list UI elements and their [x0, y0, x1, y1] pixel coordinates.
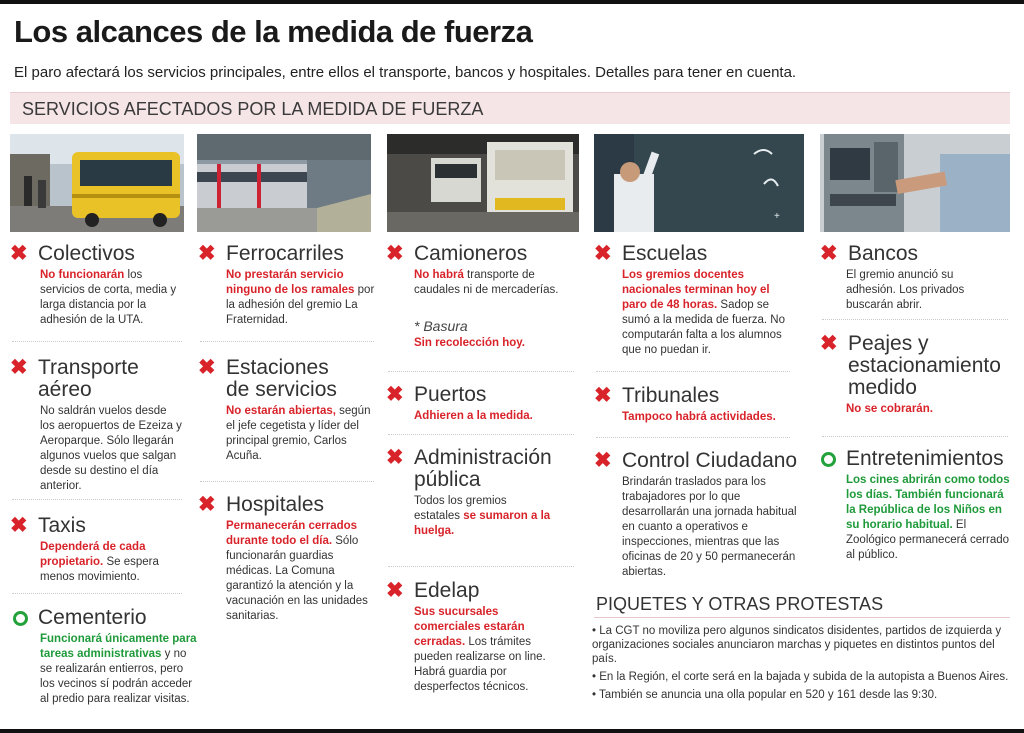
piquetes-bullet: • En la Región, el corte será en la bajada y subida de la autopista a Buenos Aires.	[592, 671, 1009, 683]
x-icon: ✖	[386, 579, 404, 602]
item-body: Se espera menos movimiento.	[40, 556, 159, 583]
item-highlight: Los cines abrirán como todos los días. También funcionará la República de los Niños en su horario habitual.	[846, 474, 1010, 531]
item-title: Bancos	[848, 242, 919, 265]
item-highlight: Dependerá de cada propietario.	[40, 541, 146, 568]
divider	[822, 319, 1008, 320]
item-entretenimientos	[818, 448, 1014, 563]
item-peajes	[820, 333, 1015, 417]
divider	[200, 481, 374, 482]
item-control-ciudadano	[594, 450, 810, 580]
item-title: Camioneros	[414, 242, 528, 265]
divider	[388, 434, 574, 435]
item-title: Colectivos	[38, 242, 135, 265]
divider	[596, 437, 790, 438]
item-body: Todos los gremios estatales	[414, 495, 507, 522]
x-icon: ✖	[198, 242, 216, 265]
divider	[200, 341, 374, 342]
item-title: Entretenimientos	[846, 447, 1004, 470]
item-title: Cementerio	[38, 606, 147, 629]
item-highlight: No habrá	[414, 269, 464, 281]
item-body: por la adhesión del gremio La Fraternidad.	[226, 284, 375, 326]
item-cementerio	[10, 607, 200, 707]
item-puertos	[386, 384, 576, 424]
divider	[388, 566, 574, 567]
item-title: Ferrocarriles	[226, 242, 344, 265]
page-subtitle: El paro afectará los servicios principales, entre ellos el transporte, bancos y hospitales. Detalles para tener en cuenta.	[14, 64, 797, 81]
x-icon: ✖	[820, 332, 838, 355]
item-transporte-aereo	[10, 357, 182, 494]
item-title-line3: medido	[848, 376, 917, 399]
item-title-line2: aéreo	[38, 378, 92, 401]
item-administracion	[386, 447, 586, 539]
x-icon: ✖	[386, 242, 404, 265]
item-title-line1: Peajes y	[848, 332, 929, 355]
x-icon: ✖	[594, 449, 612, 472]
x-icon: ✖	[820, 242, 838, 265]
item-colectivos	[10, 243, 182, 328]
item-highlight: No funcionarán	[40, 269, 125, 281]
item-highlight: No prestarán servicio ninguno de los ramales	[226, 269, 355, 296]
item-highlight: Tampoco habrá actividades.	[622, 411, 776, 423]
check-circle-icon	[821, 452, 836, 467]
item-taxis	[10, 515, 182, 585]
x-icon: ✖	[10, 356, 28, 379]
divider	[594, 617, 1010, 618]
item-hospitales	[198, 494, 376, 624]
bottom-rule	[0, 729, 1024, 733]
x-icon: ✖	[386, 383, 404, 406]
check-circle-icon	[13, 611, 28, 626]
item-highlight: Sin recolección hoy.	[414, 337, 525, 349]
item-body: y no se realizarán entierros, pero los vecinos sí podrán acceder al predio para realizar visitas.	[40, 648, 193, 705]
piquetes-bullet: • También se anuncia una olla popular en 520 y 161 desde las 9:30.	[592, 689, 938, 701]
item-highlight: Sus sucursales comerciales estarán cerradas.	[414, 606, 525, 648]
item-estaciones	[198, 357, 376, 464]
train-photo	[197, 134, 371, 232]
atm-photo	[820, 134, 1010, 232]
item-body: Sólo funcionarán guardias médicas. La Comuna garantizó la atención y la vacunación en las unidades sanitarias.	[226, 535, 368, 622]
item-title-line1: Estaciones	[226, 356, 329, 379]
section-header: SERVICIOS AFECTADOS POR LA MEDIDA DE FUERZA	[22, 99, 484, 119]
x-icon: ✖	[594, 384, 612, 407]
divider	[388, 371, 574, 372]
item-highlight: se sumaron a la huelga.	[414, 510, 551, 537]
item-body: los servicios de corta, media y larga distancia por la adhesión de la UTA.	[40, 269, 177, 326]
item-body: según el jefe cegetista y líder del principal gremio, Carlos Acuña.	[226, 405, 371, 462]
piquetes-list	[592, 624, 1012, 706]
item-title: Tribunales	[622, 384, 720, 407]
x-icon: ✖	[10, 242, 28, 265]
item-highlight: No estarán abiertas,	[226, 405, 336, 417]
item-highlight: Adhieren a la medida.	[414, 410, 533, 422]
item-highlight: Permanecerán cerrados durante todo el día.	[226, 520, 358, 547]
item-title: Control Ciudadano	[622, 449, 798, 472]
divider	[12, 593, 182, 594]
x-icon: ✖	[10, 514, 28, 537]
item-edelap	[386, 580, 576, 695]
item-title-line1: Transporte	[38, 356, 139, 379]
item-title-line1: Administración	[414, 446, 552, 469]
trucks-photo	[387, 134, 579, 232]
classroom-photo	[594, 134, 804, 232]
item-title: Edelap	[414, 579, 480, 602]
piquetes-bullet: • La CGT no moviliza pero algunos sindicatos disidentes, partidos de izquierda y organizaciones sociales anunciaron marchas y piquetes en distintos puntos del país.	[592, 625, 1002, 665]
item-body: No saldrán vuelos desde los aeropuertos de Ezeiza y Aeroparque. Sólo llegarán algunos vuelos que salgan desde su destino el día anterior.	[40, 405, 182, 492]
item-highlight: Los gremios docentes nacionales terminan hoy el paro de 48 horas.	[622, 269, 770, 311]
item-highlight: Funcionará únicamente para tareas administrativas	[40, 633, 197, 660]
item-body: El Zoológico permanecerá cerrado al público.	[846, 519, 1010, 561]
item-body: El gremio anunció su adhesión. Los privados buscarán abrir.	[846, 269, 965, 311]
x-icon: ✖	[594, 242, 612, 265]
item-camioneros	[386, 243, 576, 298]
item-title: Hospitales	[226, 493, 325, 516]
divider	[12, 341, 182, 342]
item-title: Puertos	[414, 383, 487, 406]
item-title: * Basura	[414, 318, 468, 334]
item-title: Escuelas	[622, 242, 708, 265]
divider	[596, 371, 790, 372]
x-icon: ✖	[198, 493, 216, 516]
item-bancos	[820, 243, 1010, 313]
item-body: transporte de caudales ni de mercaderías.	[414, 269, 559, 296]
svg-text:+: +	[774, 211, 780, 222]
item-body: Brindarán traslados para los trabajadores por lo que desarrollarán una jornada habitual en cuanto a operativos e inspecciones, mientras que las oficinas de 20 y 50 permanecerán abiertas.	[622, 476, 797, 578]
item-basura	[414, 318, 584, 351]
item-body: Sadop se sumó a la medida de fuerza. No computarán falta a los alumnos que no puedan ir.	[622, 299, 786, 356]
item-body: Los trámites pueden realizarse on line. Habrá guardia por desperfectos técnicos.	[414, 636, 546, 693]
item-title-line2: pública	[414, 468, 481, 491]
piquetes-title: PIQUETES Y OTRAS PROTESTAS	[596, 594, 884, 614]
item-ferrocarriles	[198, 243, 376, 328]
divider	[12, 499, 182, 500]
item-highlight: No se cobrarán.	[846, 403, 933, 415]
top-rule	[0, 0, 1024, 4]
x-icon: ✖	[198, 356, 216, 379]
page-title: Los alcances de la medida de fuerza	[14, 14, 533, 49]
item-title-line2: estacionamiento	[848, 354, 1001, 377]
x-icon: ✖	[386, 446, 404, 469]
item-escuelas	[594, 243, 794, 358]
divider	[822, 436, 1008, 437]
item-tribunales	[594, 385, 794, 425]
bus-photo	[10, 134, 184, 232]
item-title-line2: de servicios	[226, 378, 337, 401]
item-title: Taxis	[38, 514, 86, 537]
section-header-band	[10, 92, 1010, 124]
